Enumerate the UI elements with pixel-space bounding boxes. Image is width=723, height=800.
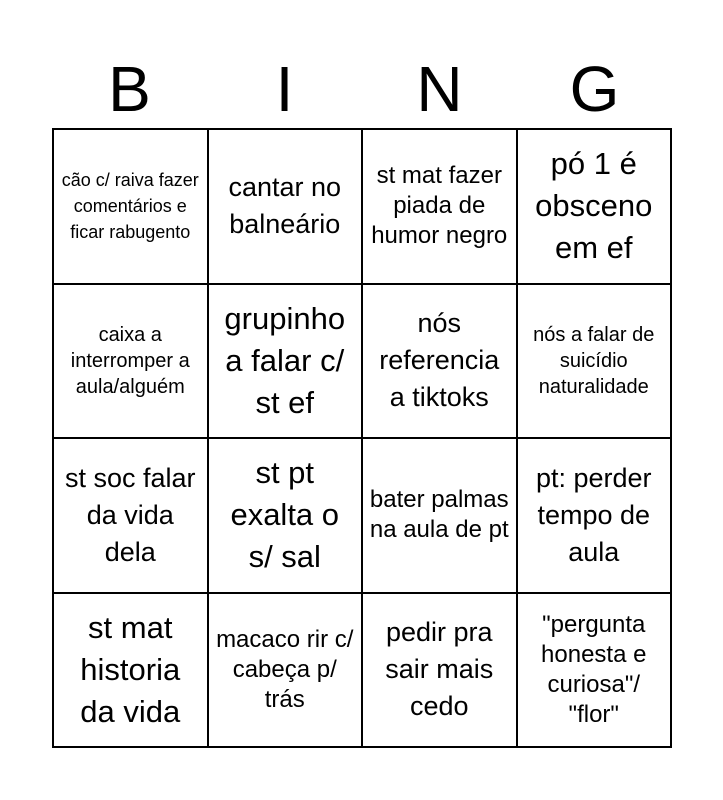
bingo-cell-text: pt: perder tempo de aula bbox=[535, 462, 652, 567]
bingo-cell-r1c1[interactable] bbox=[53, 129, 208, 284]
bingo-cell-r1c3[interactable] bbox=[362, 129, 517, 284]
bingo-cell-r2c4[interactable] bbox=[517, 284, 672, 439]
bingo-cell-r3c4[interactable] bbox=[517, 438, 672, 593]
bingo-board bbox=[52, 128, 672, 748]
bingo-cell-text: nós a falar de suicídio naturalidade bbox=[533, 323, 655, 398]
bingo-cell-text: nós referencia a tiktoks bbox=[379, 308, 500, 413]
bingo-cell-r3c2[interactable] bbox=[208, 438, 363, 593]
bingo-cell-r3c3[interactable] bbox=[362, 438, 517, 593]
bingo-cell-text: st pt exalta o s/ sal bbox=[230, 455, 340, 575]
bingo-cell-text: st mat historia da vida bbox=[80, 609, 181, 729]
header-letter-n: N bbox=[416, 53, 463, 125]
header-letter-b: B bbox=[108, 53, 151, 125]
bingo-cell-r2c1[interactable] bbox=[53, 284, 208, 439]
bingo-cell-r3c1[interactable] bbox=[53, 438, 208, 593]
bingo-cell-text: bater palmas na aula de pt bbox=[369, 486, 509, 544]
bingo-cell-text: cão c/ raiva fazer comentários e ficar rabugento bbox=[61, 170, 199, 243]
header-letter-i: I bbox=[275, 53, 294, 125]
bingo-cell-text: caixa a interromper a aula/alguém bbox=[70, 323, 190, 398]
bingo-cell-r2c2[interactable] bbox=[208, 284, 363, 439]
bingo-cell-text: pedir pra sair mais cedo bbox=[385, 617, 494, 722]
bingo-cell-r1c4[interactable] bbox=[517, 129, 672, 284]
header-letter-g: G bbox=[569, 53, 620, 125]
bingo-cell-text: st soc falar da vida dela bbox=[64, 462, 196, 567]
bingo-cell-text: cantar no balneário bbox=[228, 172, 342, 240]
bingo-cell-text: st mat fazer piada de humor negro bbox=[371, 162, 508, 250]
bingo-cell-r4c4[interactable] bbox=[517, 593, 672, 748]
bingo-cell-text: grupinho a falar c/ st ef bbox=[224, 300, 346, 420]
bingo-header bbox=[52, 50, 672, 128]
bingo-cell-r4c1[interactable] bbox=[53, 593, 208, 748]
bingo-cell-r4c2[interactable] bbox=[208, 593, 363, 748]
bingo-cell-text: "pergunta honesta e curiosa"/ "flor" bbox=[541, 610, 647, 728]
bingo-cell-text: macaco rir c/ cabeça p/ trás bbox=[216, 625, 354, 713]
bingo-cell-r4c3[interactable] bbox=[362, 593, 517, 748]
bingo-cell-r1c2[interactable] bbox=[208, 129, 363, 284]
bingo-cell-r2c3[interactable] bbox=[362, 284, 517, 439]
bingo-cell-text: pó 1 é obsceno em ef bbox=[535, 146, 653, 266]
